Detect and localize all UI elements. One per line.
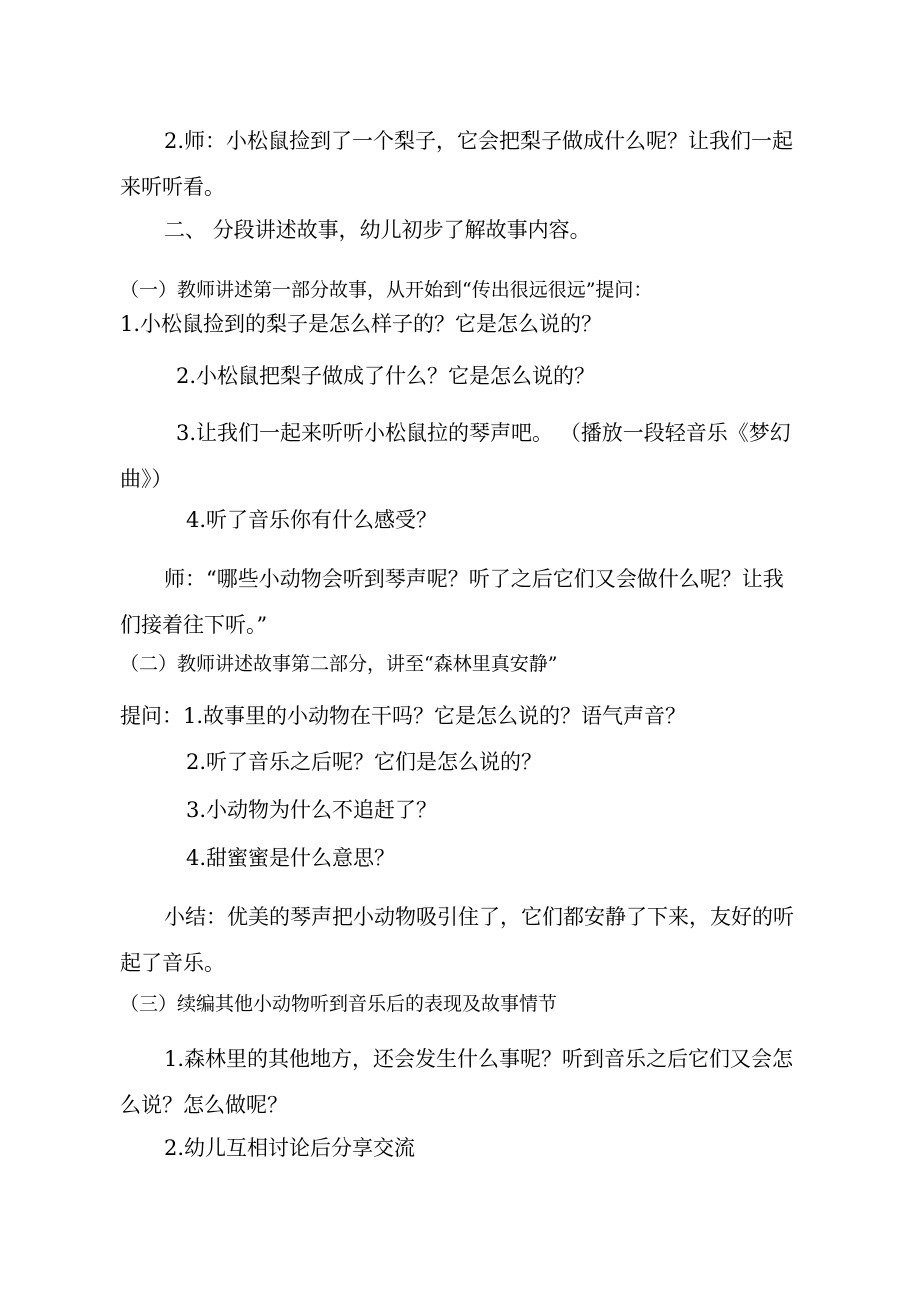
part-1-question-3: 3.让我们一起来听听小松鼠拉的琴声吧。 （播放一段轻音乐《梦幻曲》） bbox=[120, 421, 791, 491]
part-2-question-3: 3.小动物为什么不追赶了？ bbox=[186, 798, 438, 822]
part-2-summary: 小结：优美的琴声把小动物吸引住了，它们都安静了下来，友好的听起了音乐。 bbox=[120, 905, 794, 975]
intro-item-2: 2.师：小松鼠捡到了一个梨子，它会把梨子做成什么呢？让我们一起来听听看。 bbox=[120, 129, 794, 199]
part-1-question-1: 1.小松鼠捡到的梨子是怎么样子的？它是怎么说的？ bbox=[120, 312, 603, 336]
part-2-question-4: 4.甜蜜蜜是什么意思？ bbox=[186, 846, 396, 870]
part-2-question-2: 2.听了音乐之后呢？它们是怎么说的？ bbox=[186, 750, 543, 774]
teacher-line: 师：“哪些小动物会听到琴声呢？听了之后它们又会做什么呢？让我们接着往下听。” bbox=[120, 567, 784, 637]
part-1-question-4: 4.听了音乐你有什么感受？ bbox=[186, 508, 438, 532]
part-3-heading: （三）续编其他小动物听到音乐后的表现及故事情节 bbox=[120, 993, 558, 1015]
part-3-question-2: 2.幼儿互相讨论后分享交流 bbox=[164, 1136, 416, 1160]
part-3-question-1: 1.森林里的其他地方，还会发生什么事呢？听到音乐之后它们又会怎么说？怎么做呢？ bbox=[120, 1047, 794, 1117]
part-2-heading: （二）教师讲述故事第二部分，讲至“森林里真安静” bbox=[120, 653, 558, 675]
section-2-title: 二、 分段讲述故事，幼儿初步了解故事内容。 bbox=[164, 218, 591, 242]
part-2-question-1: 提问：1.故事里的小动物在干吗？它是怎么说的？语气声音？ bbox=[120, 704, 687, 728]
part-1-question-2: 2.小松鼠把梨子做成了什么？它是怎么说的？ bbox=[176, 364, 596, 388]
part-1-heading: （一）教师讲述第一部分故事，从开始到“传出很远很远”提问： bbox=[120, 279, 653, 301]
